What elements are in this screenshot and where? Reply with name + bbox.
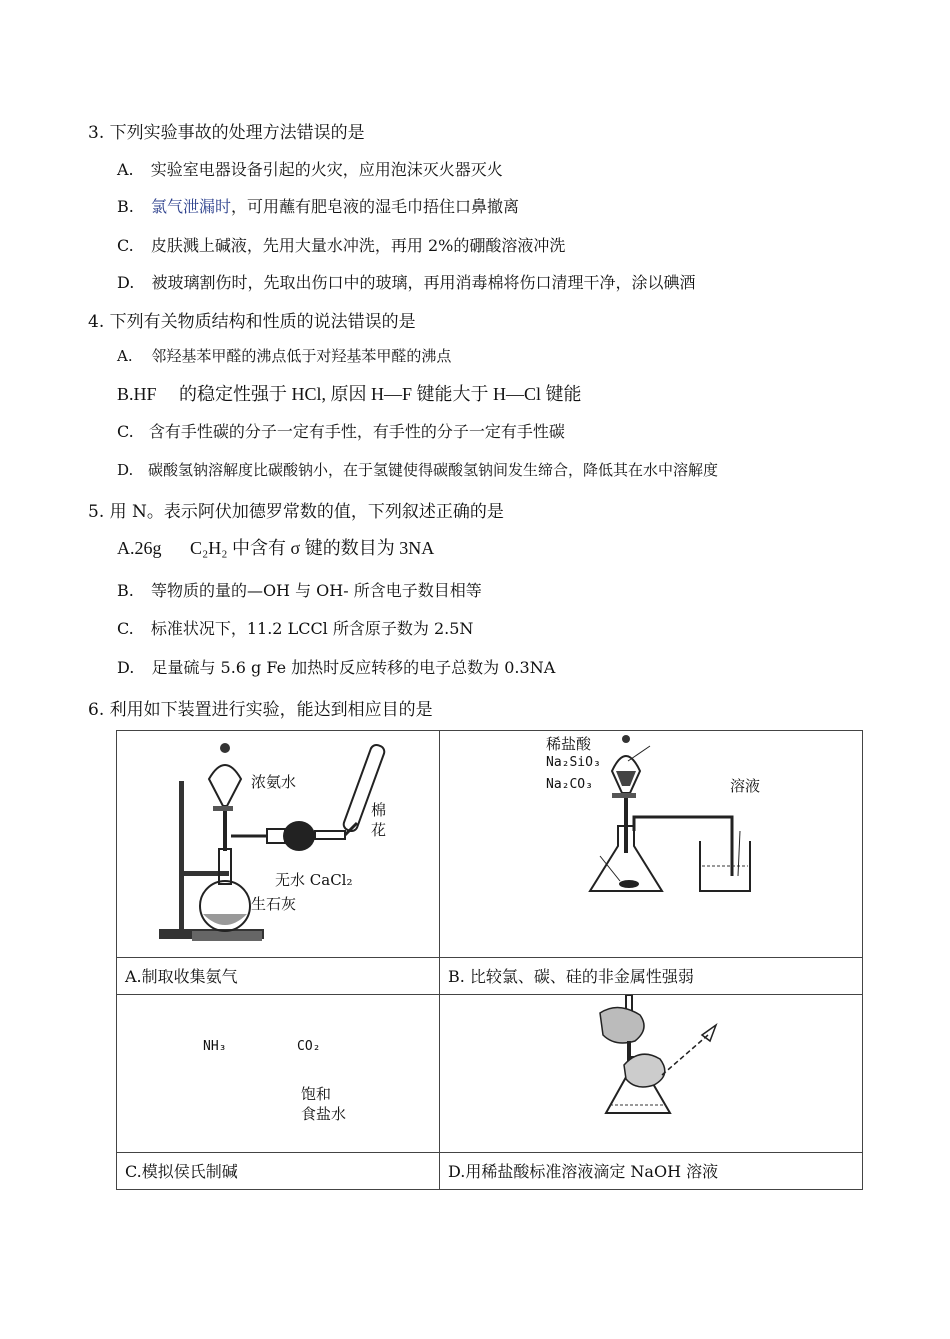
label: 生石灰 (251, 895, 297, 913)
option-label: C. (117, 619, 134, 638)
q5-option-a (117, 534, 434, 560)
label: Na₂CO₃ (546, 777, 593, 792)
acid-strength-apparatus-drawing (440, 731, 863, 958)
apparatus-table (116, 730, 863, 1190)
q3-option-d (117, 270, 695, 293)
label: 稀盐酸 (546, 735, 592, 753)
option-text: 标准状况下，11.2 LCCl 所含原子数为 2.5N (150, 619, 474, 638)
q3-stem: 3. 下列实验事故的处理方法错误的是 (88, 123, 365, 143)
q4-option-a (117, 345, 451, 366)
q5-option-b (117, 578, 482, 601)
option-label: D. (117, 658, 135, 677)
label: CO₂ (297, 1039, 321, 1054)
q3-option-b (117, 194, 519, 217)
option-label: B.HF (117, 384, 157, 404)
label: 饱和 (301, 1085, 332, 1103)
label: 花 (371, 821, 387, 839)
option-text: ，可用蘸有肥皂液的湿毛巾捂住口鼻撤离 (230, 197, 519, 216)
q4-option-c (117, 419, 565, 442)
option-label: A. (117, 160, 134, 179)
caption-c: C.模拟侯氏制碱 (117, 1153, 440, 1190)
q5-stem: 5. 用 N。表示阿伏加德罗常数的值，下列叙述正确的是 (88, 502, 504, 522)
option-label: C. (117, 422, 134, 441)
q4-option-d (117, 459, 718, 480)
option-label: A.26g (117, 538, 162, 558)
label: 溶液 (730, 777, 761, 795)
option-text-highlight: 氯气泄漏时 (150, 197, 231, 216)
caption-a: A.制取收集氨气 (117, 958, 440, 995)
label: 食盐水 (301, 1105, 347, 1123)
titration-drawing (440, 995, 863, 1153)
option-label: D. (117, 461, 134, 479)
q5-option-d (117, 655, 555, 678)
option-label: B. (117, 197, 134, 216)
ammonia-apparatus-drawing (117, 731, 440, 958)
option-label: D. (117, 273, 135, 292)
q4-option-b (117, 380, 582, 406)
option-text: 实验室电器设备引起的火灾，应用泡沫灭火器灭火 (150, 160, 503, 179)
label: 无水 CaCl₂ (275, 871, 353, 889)
apparatus-d-figure (440, 995, 863, 1153)
apparatus-b-figure (440, 731, 863, 958)
option-label: C. (117, 236, 134, 255)
label: 浓氨水 (251, 773, 297, 791)
q6-stem: 6. 利用如下装置进行实验，能达到相应目的是 (88, 700, 433, 720)
q4-stem: 4. 下列有关物质结构和性质的说法错误的是 (88, 312, 416, 332)
option-text: 邻羟基苯甲醛的沸点低于对羟基苯甲醛的沸点 (151, 347, 452, 365)
option-text: 含有手性碳的分子一定有手性，有手性的分子一定有手性碳 (148, 422, 565, 441)
caption-b: B. 比较氯、碳、硅的非金属性强弱 (440, 958, 863, 995)
option-text: 被玻璃割伤时，先取出伤口中的玻璃，再用消毒棉将伤口清理干净，涂以碘酒 (151, 273, 696, 292)
apparatus-a-figure (117, 731, 440, 958)
option-label: A. (117, 347, 133, 365)
caption-d: D.用稀盐酸标准溶液滴定 NaOH 溶液 (440, 1153, 863, 1190)
option-text: 足量硫与 5.6 g Fe 加热时反应转移的电子总数为 0.3NA (151, 658, 556, 677)
label: Na₂SiO₃ (546, 755, 601, 770)
option-text: 皮肤溅上碱液，先用大量水冲洗，再用 2%的硼酸溶液冲洗 (150, 236, 566, 255)
option-label: B. (117, 581, 134, 600)
option-text: 的稳定性强于 HCl, 原因 H—F 键能大于 H—Cl 键能 (179, 384, 582, 404)
q3-option-c (117, 233, 565, 256)
option-text: C₂H₂ 中含有 σ 键的数目为 3NA (190, 538, 435, 558)
option-text: 等物质的量的—OH 与 OH- 所含电子数目相等 (150, 581, 482, 600)
q3-option-a (117, 157, 503, 180)
option-text: 碳酸氢钠溶解度比碳酸钠小，在于氢键使得碳酸氢钠间发生缔合，降低其在水中溶解度 (148, 461, 719, 479)
label: NH₃ (203, 1039, 227, 1054)
apparatus-c-figure (117, 995, 440, 1153)
label: 棉 (371, 801, 387, 819)
q5-option-c (117, 616, 473, 639)
